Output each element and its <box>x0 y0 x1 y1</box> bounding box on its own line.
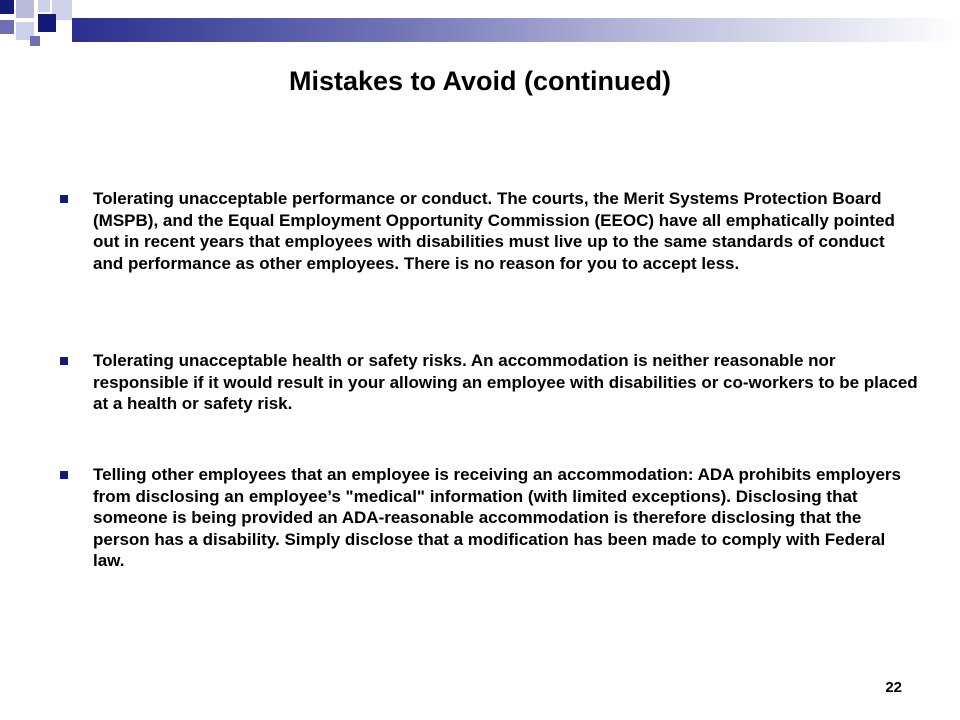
page-number: 22 <box>885 679 902 696</box>
bullet-text: Telling other employees that an employee is receiving an accommodation: ADA prohibits employers from disclosing an employee’s "medical" information (with limited exceptions). Disclosing that someone is being provided an ADA-reasonable accommodation is therefore disclosing that the person has a disability. Simply disclose that a modification has been made to comply with Federal law. <box>93 465 902 570</box>
bullet-text: Tolerating unacceptable performance or conduct. The courts, the Merit Systems Protection Board (MSPB), and the Equal Employment Opportunity Commission (EEOC) have all emphatically pointed out in recent years that employees with disabilities must live up to the same standards of conduct and performance as other employees. There is no reason for you to accept less. <box>93 189 895 273</box>
decor-square <box>16 0 34 18</box>
decor-square <box>0 0 14 14</box>
decor-square <box>38 14 56 32</box>
bullet-square-icon <box>60 357 68 365</box>
bullet-square-icon <box>60 471 68 479</box>
bullet-text: Tolerating unacceptable health or safety risks. An accommodation is neither reasonable nor responsible if it would result in your allowing an employee with disabilities or co-workers to be placed at a health or safety risk. <box>93 351 918 413</box>
decor-square <box>30 36 40 46</box>
decor-square <box>38 0 50 12</box>
slide-title: Mistakes to Avoid (continued) <box>288 66 672 96</box>
bullet-square-icon <box>60 195 68 203</box>
header-decoration <box>0 0 960 60</box>
decor-square <box>0 20 14 34</box>
header-gradient-bar <box>72 18 960 42</box>
